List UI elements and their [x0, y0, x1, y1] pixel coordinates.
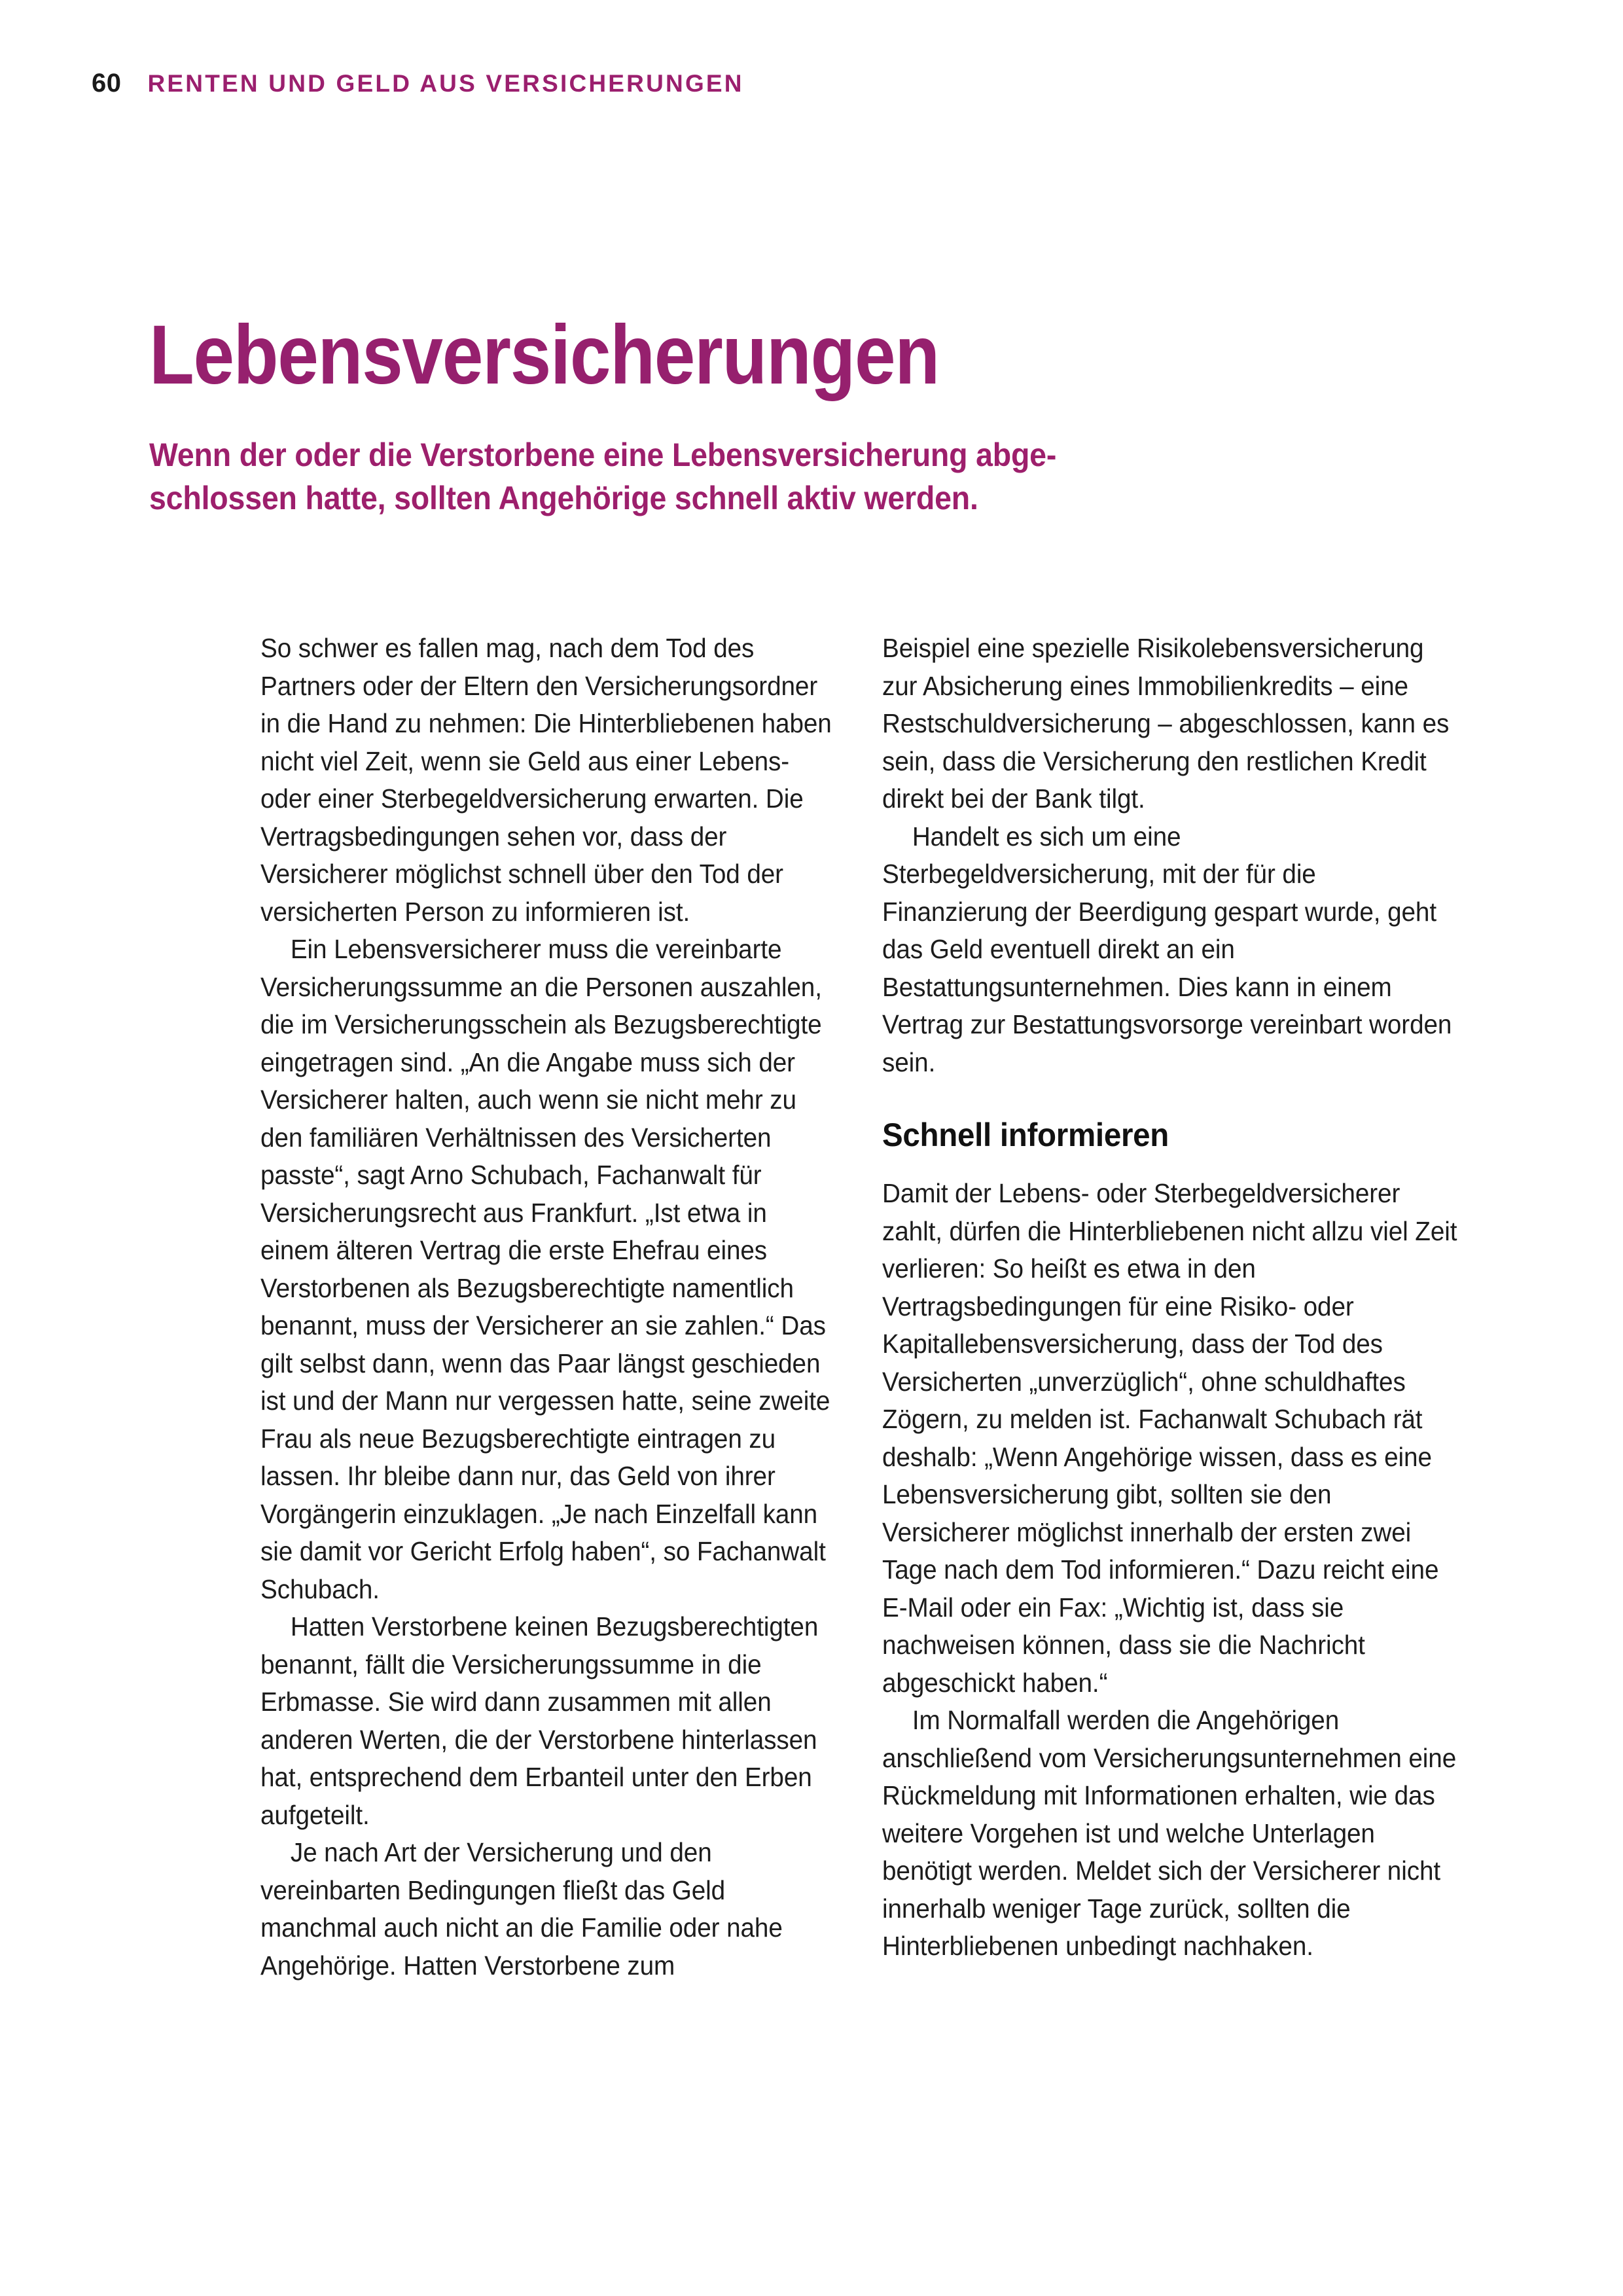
body-columns — [260, 630, 1530, 1984]
body-paragraph: Je nach Art der Versicherung und den vereinbarten Bedingungen fließt das Geld manchmal auch nicht an die Familie oder nahe Angehörige. Hatten Verstorbene zum — [260, 1837, 783, 1981]
body-paragraph: Im Normalfall werden die Angehörigen anschließend vom Versicherungsunternehmen eine Rückmeldung mit Informationen erhalten, wie das weitere Vorgehen ist und welche Unterlagen benötigt werden. Meldet sich der Versicherer nicht innerhalb weniger Tage zurück, sollten die Hinterbliebenen unbedingt nachhaken. — [882, 1705, 1457, 1961]
section-label: RENTEN UND GELD AUS VERSICHERUNGEN — [147, 70, 744, 97]
body-paragraph: Hatten Verstorbene keinen Bezugsberechtigten benannt, fällt die Versicherungssumme in die Erbmasse. Sie wird dann zusammen mit allen anderen Werten, die der Verstorbene hinterlassen hat, entsprechend dem Erbanteil unter den Erben aufgeteilt. — [260, 1611, 819, 1830]
running-header — [92, 69, 744, 98]
article-lead-line-1: Wenn der oder die Verstorbene eine Lebensversicherung abge- — [149, 437, 1057, 473]
section-subheading: Schnell informieren — [882, 1117, 1169, 1153]
page-number: 60 — [92, 69, 122, 98]
body-paragraph: Damit der Lebens- oder Sterbegeldversicherer zahlt, dürfen die Hinterbliebenen nicht allzu viel Zeit verlieren: So heißt es etwa in den Vertragsbedingungen für eine Risiko- oder Kapitallebensversicherung, dass der Tod des Versicherten „unverzüglich“, ohne schuldhaftes Zögern, zu melden ist. Fachanwalt Schubach rät deshalb: „Wenn Angehörige wissen, dass es eine Lebensversicherung gibt, sollten sie den Versicherer möglichst innerhalb der ersten zwei Tage nach dem Tod informieren.“ Dazu reicht eine E-Mail oder ein Fax: „Wichtig ist, dass sie nachweisen können, dass sie die Nachricht abgeschickt haben.“ — [882, 1178, 1457, 1698]
page-title: Lebensversicherungen — [149, 308, 939, 402]
column-right — [882, 630, 1458, 1984]
article-lead — [149, 433, 1196, 520]
column-left — [260, 630, 836, 1984]
body-paragraph: Handelt es sich um eine Sterbegeldversicherung, mit der für die Finanzierung der Beerdigung gespart wurde, geht das Geld eventuell direkt an ein Bestattungsunternehmen. Dies kann in einem Vertrag zur Bestattungsvorsorge vereinbart worden sein. — [882, 821, 1452, 1077]
body-paragraph: Ein Lebensversicherer muss die vereinbarte Versicherungssumme an die Personen auszahlen, die im Versicherungsschein als Bezugsberechtigte eingetragen sind. „An die Angabe muss sich der Versicherer halten, auch wenn sie nicht mehr zu den familiären Verhältnissen des Versicherten passte“, sagt Arno Schubach, Fachanwalt für Versicherungsrecht aus Frankfurt. „Ist etwa in einem älteren Vertrag die erste Ehefrau eines Verstorbenen als Bezugsberechtigte namentlich benannt, muss der Versicherer an sie zahlen.“ Das gilt selbst dann, wenn das Paar längst geschieden ist und der Mann nur vergessen hatte, seine zweite Frau als neue Bezugsberechtigte eintragen zu lassen. Ihr bleibe dann nur, das Geld von ihrer Vorgängerin einzuklagen. „Je nach Einzelfall kann sie damit vor Gericht Erfolg haben“, so Fachanwalt Schubach. — [260, 934, 830, 1604]
body-paragraph: Beispiel eine spezielle Risikolebensversicherung zur Absicherung eines Immobilienkredits – eine Restschuldversicherung – abgeschlossen, kann es sein, dass die Versicherung den restlichen Kredit direkt bei der Bank tilgt. — [882, 633, 1450, 814]
article-lead-line-2: schlossen hatte, sollten Angehörige schnell aktiv werden. — [149, 480, 978, 516]
body-paragraph: So schwer es fallen mag, nach dem Tod des Partners oder der Eltern den Versicherungsordner in die Hand zu nehmen: Die Hinterbliebenen haben nicht viel Zeit, wenn sie Geld aus einer Lebens- oder einer Sterbegeldversicherung erwarten. Die Vertragsbedingungen sehen vor, dass der Versicherer möglichst schnell über den Tod der versicherten Person zu informieren ist. — [260, 633, 832, 927]
